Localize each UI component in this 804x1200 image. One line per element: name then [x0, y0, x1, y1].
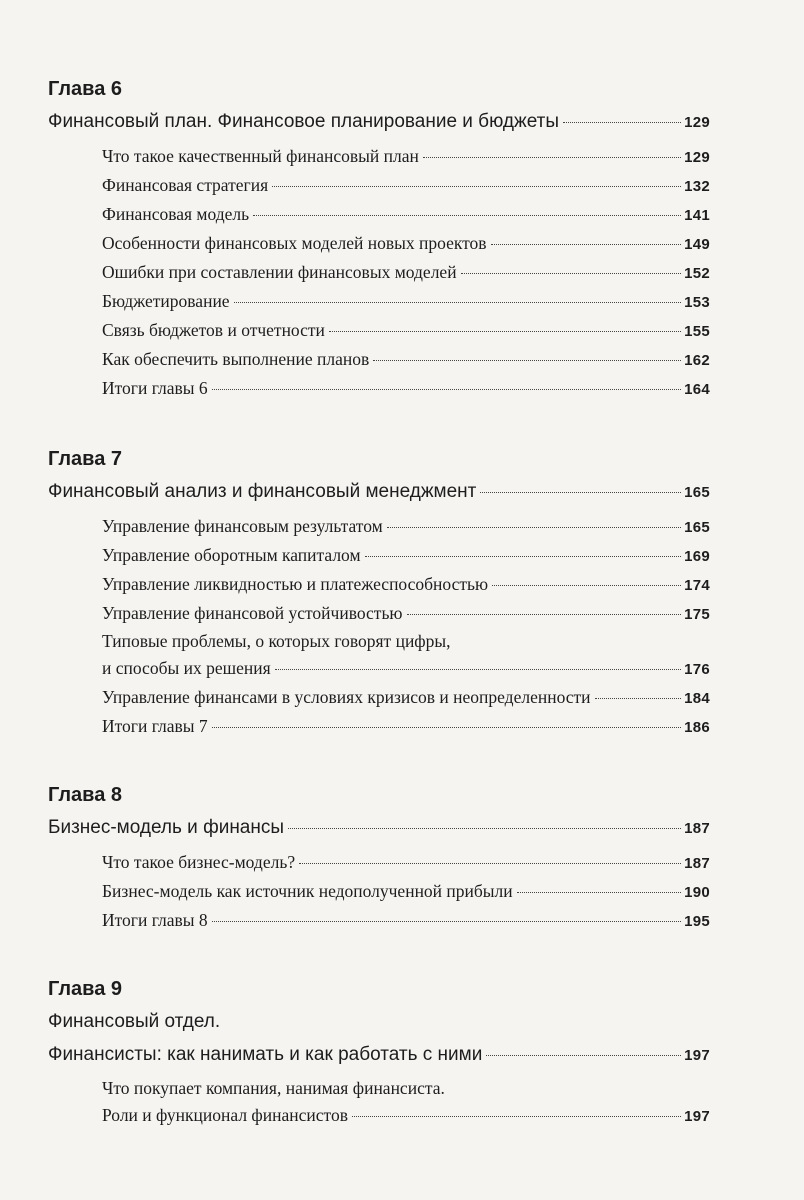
page-number: 165 — [684, 484, 710, 501]
section-title: Бюджетирование — [102, 291, 230, 311]
page-number: 165 — [684, 519, 710, 536]
toc-entry[interactable] — [102, 683, 710, 712]
page-number: 195 — [684, 913, 710, 930]
page-number: 186 — [684, 719, 710, 736]
page-number: 175 — [684, 606, 710, 623]
chapter-heading: Глава 7 — [48, 448, 123, 470]
toc-entry[interactable] — [102, 512, 710, 541]
toc-entry[interactable] — [102, 1101, 710, 1130]
section-title: Управление оборотным капиталом — [102, 545, 361, 565]
section-title: Управление финансами в условиях кризисов и неопределенности — [102, 687, 591, 707]
section-title: Итоги главы 7 — [102, 716, 208, 736]
dot-leader — [595, 698, 682, 699]
section-title: Связь бюджетов и отчетности — [102, 320, 325, 340]
toc-entry[interactable] — [102, 258, 710, 287]
dot-leader — [423, 157, 681, 158]
section-title-line-2: Роли и функционал финансистов — [102, 1105, 348, 1125]
chapter-title-entry[interactable] — [48, 1040, 710, 1070]
dot-leader — [365, 556, 682, 557]
toc-entry[interactable] — [102, 200, 710, 229]
dot-leader — [212, 727, 681, 728]
dot-leader — [272, 186, 681, 187]
dot-leader — [352, 1116, 681, 1117]
toc-entry[interactable] — [102, 287, 710, 316]
section-list — [102, 1075, 710, 1130]
page-number: 152 — [684, 265, 710, 282]
page-number: 129 — [684, 114, 710, 131]
page-number: 149 — [684, 236, 710, 253]
toc-entry[interactable] — [102, 229, 710, 258]
page-number: 164 — [684, 381, 710, 398]
chapter-title-entry[interactable] — [48, 107, 710, 137]
page-number: 184 — [684, 690, 710, 707]
chapter-title-entry[interactable] — [48, 477, 710, 507]
section-title: Финансовая модель — [102, 204, 250, 224]
section-title: Итоги главы 6 — [102, 378, 208, 398]
section-title: Ошибки при составлении финансовых моделей — [102, 262, 457, 282]
dot-leader — [461, 273, 682, 274]
page-number: 169 — [684, 548, 710, 565]
page-number: 141 — [684, 207, 710, 224]
page-number: 132 — [684, 178, 710, 195]
section-list — [102, 512, 710, 741]
page-number: 176 — [684, 661, 710, 678]
toc-entry[interactable] — [102, 541, 710, 570]
toc-entry[interactable] — [102, 877, 710, 906]
dot-leader — [387, 527, 681, 528]
toc-entry[interactable] — [102, 142, 710, 171]
dot-leader — [212, 389, 681, 390]
toc-entry[interactable] — [102, 345, 710, 374]
page-number: 153 — [684, 294, 710, 311]
section-title-line-2: и способы их решения — [102, 658, 271, 678]
section-title: Итоги главы 8 — [102, 910, 208, 930]
section-title: Управление финансовым результатом — [102, 516, 383, 536]
section-title-line-1[interactable]: Типовые проблемы, о которых говорят цифры, — [102, 631, 451, 651]
toc-entry[interactable] — [102, 599, 710, 628]
section-title-line-1[interactable]: Что покупает компания, нанимая финансиста. — [102, 1078, 445, 1098]
toc-entry[interactable] — [102, 316, 710, 345]
dot-leader — [480, 492, 681, 493]
chapter-6 — [48, 74, 710, 403]
page-number: 162 — [684, 352, 710, 369]
page-number: 190 — [684, 884, 710, 901]
dot-leader — [517, 892, 681, 893]
dot-leader — [288, 828, 681, 829]
chapter-9 — [48, 974, 710, 1130]
chapter-heading: Глава 6 — [48, 78, 123, 100]
chapter-title: Финансовый план. Финансовое планирование и бюджеты — [48, 111, 559, 132]
section-title: Как обеспечить выполнение планов — [102, 349, 370, 369]
dot-leader — [212, 921, 681, 922]
section-title: Что такое бизнес-модель? — [102, 852, 296, 872]
toc-entry[interactable] — [102, 654, 710, 683]
dot-leader — [329, 331, 681, 332]
chapter-7 — [48, 444, 710, 741]
section-title: Управление финансовой устойчивостью — [102, 603, 403, 623]
chapter-title-line-1[interactable]: Финансовый отдел. — [48, 1011, 221, 1032]
section-title: Бизнес-модель как источник недополученной прибыли — [102, 881, 513, 901]
page-number: 174 — [684, 577, 710, 594]
chapter-heading: Глава 8 — [48, 784, 123, 806]
chapter-title: Бизнес-модель и финансы — [48, 817, 285, 838]
dot-leader — [234, 302, 681, 303]
page-number: 187 — [684, 855, 710, 872]
toc-entry[interactable] — [102, 712, 710, 741]
chapter-title-line-2: Финансисты: как нанимать и как работать с ними — [48, 1044, 483, 1065]
page-number: 197 — [684, 1047, 710, 1064]
chapter-heading: Глава 9 — [48, 978, 123, 1000]
dot-leader — [492, 585, 681, 586]
section-title: Что такое качественный финансовый план — [102, 146, 419, 166]
dot-leader — [563, 122, 681, 123]
chapter-title-entry[interactable] — [48, 813, 710, 843]
page-number: 129 — [684, 149, 710, 166]
dot-leader — [486, 1055, 681, 1056]
dot-leader — [275, 669, 681, 670]
section-title: Особенности финансовых моделей новых проектов — [102, 233, 487, 253]
toc-entry[interactable] — [102, 848, 710, 877]
page-number: 197 — [684, 1108, 710, 1125]
toc-entry[interactable] — [102, 374, 710, 403]
page-number: 155 — [684, 323, 710, 340]
dot-leader — [253, 215, 681, 216]
chapter-8 — [48, 780, 710, 935]
section-list — [102, 142, 710, 403]
dot-leader — [491, 244, 681, 245]
toc-entry[interactable] — [102, 171, 710, 200]
section-list — [102, 848, 710, 935]
chapter-title: Финансовый анализ и финансовый менеджмент — [48, 481, 477, 502]
section-title: Финансовая стратегия — [102, 175, 269, 195]
toc-entry[interactable] — [102, 906, 710, 935]
section-title: Управление ликвидностью и платежеспособностью — [102, 574, 489, 594]
page-number: 187 — [684, 820, 710, 837]
dot-leader — [407, 614, 682, 615]
dot-leader — [299, 863, 681, 864]
toc-entry[interactable] — [102, 570, 710, 599]
dot-leader — [373, 360, 681, 361]
